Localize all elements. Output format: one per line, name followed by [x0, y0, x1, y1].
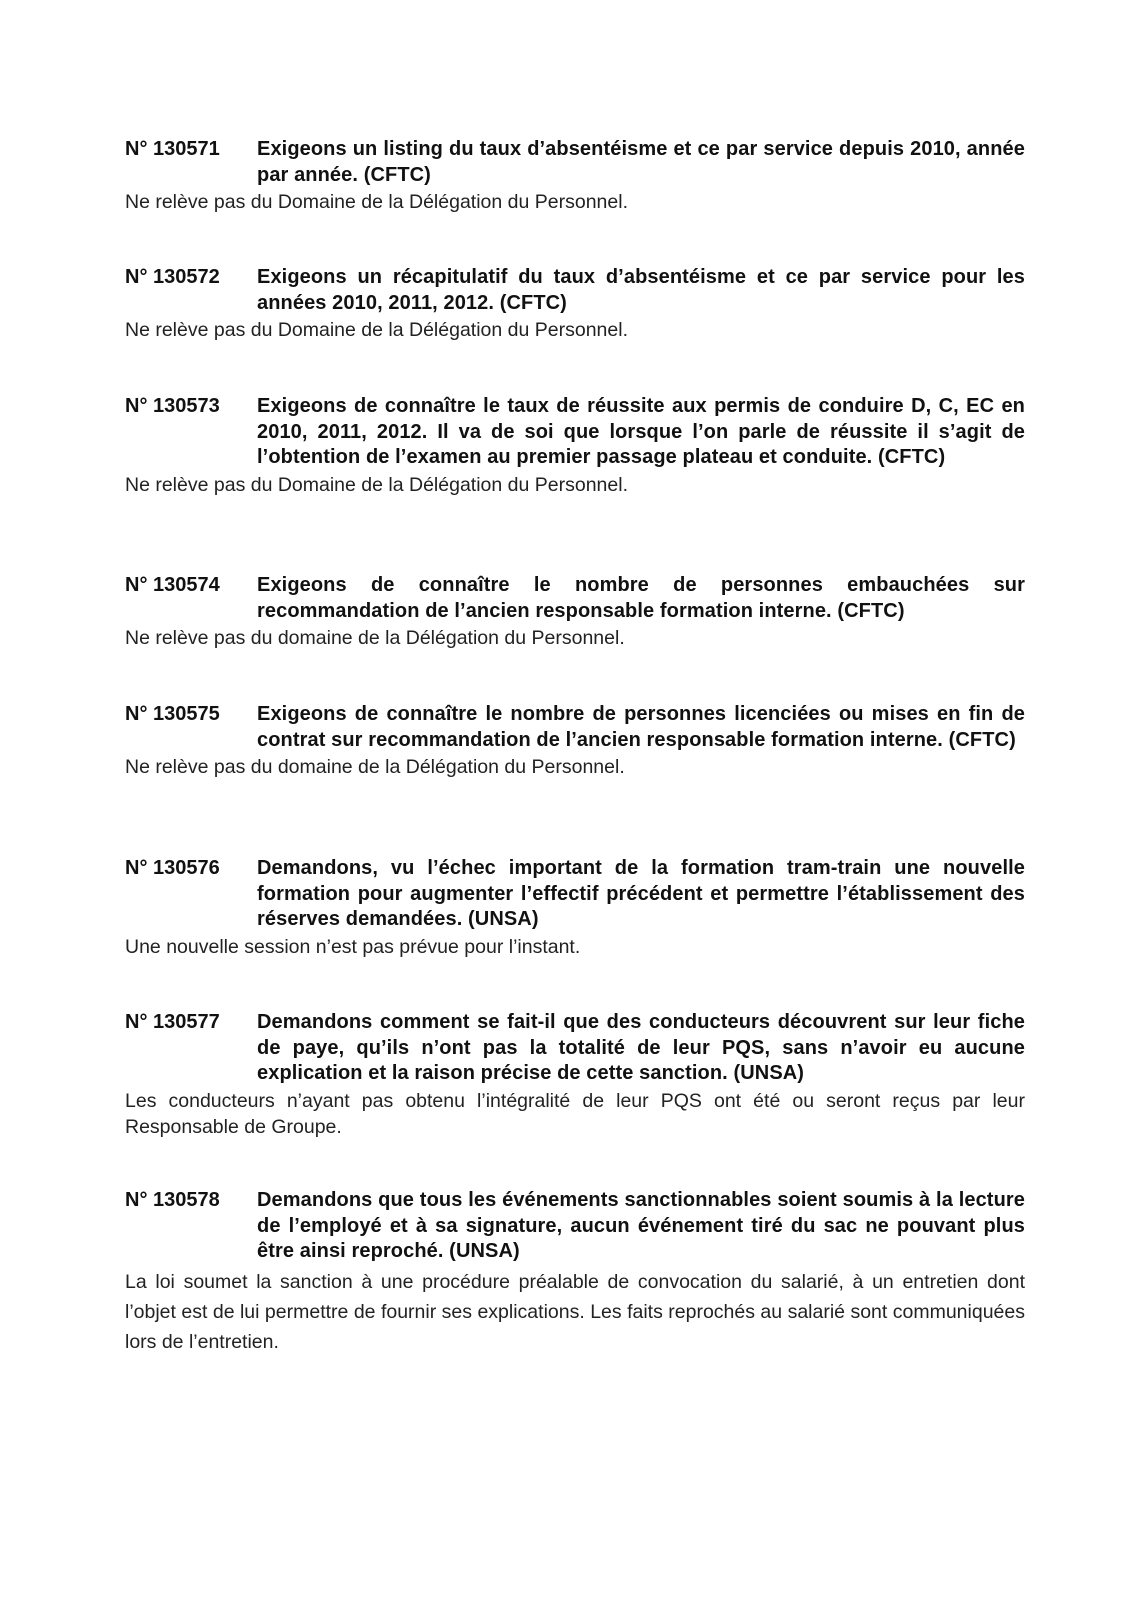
entry-heading — [125, 1010, 1025, 1087]
entry-number: N° 130575 — [125, 703, 220, 725]
entry-130578 — [125, 1188, 1025, 1357]
entry-question: Demandons comment se fait-il que des conducteurs découvrent sur leur fiche de paye, qu’ils n’ont pas la totalité de leur PQS, sans n’avoir eu aucune explication et la raison précise de cette sanction. (UNSA) — [257, 1011, 1025, 1084]
entry-answer: Ne relève pas du Domaine de la Délégation du Personnel. — [125, 319, 628, 341]
entry-number: N° 130572 — [125, 266, 220, 288]
entry-number: N° 130573 — [125, 395, 220, 417]
entry-heading — [125, 573, 1025, 624]
entry-heading — [125, 856, 1025, 933]
entry-number: N° 130576 — [125, 857, 220, 879]
entry-question: Exigeons un listing du taux d’absentéisme et ce par service depuis 2010, année par année. (CFTC) — [257, 138, 1025, 186]
entry-130572 — [125, 265, 1025, 343]
entry-answer: Ne relève pas du Domaine de la Délégation du Personnel. — [125, 473, 628, 496]
entry-130576 — [125, 856, 1025, 960]
entry-130573 — [125, 394, 1025, 498]
entry-question: Demandons que tous les événements sanctionnables soient soumis à la lecture de l’employé et à sa signature, aucun événement tiré du sac ne pouvant plus être ainsi reproché. (UNSA) — [257, 1189, 1025, 1262]
entry-answer: Ne relève pas du Domaine de la Délégation du Personnel. — [125, 191, 628, 213]
entry-heading — [125, 394, 1025, 471]
entry-question: Exigeons de connaître le nombre de personnes licenciées ou mises en fin de contrat sur recommandation de l’ancien responsable formation interne. (CFTC) — [257, 703, 1025, 751]
entry-question: Exigeons de connaître le nombre de personnes embauchées sur recommandation de l’ancien responsable formation interne. (CFTC) — [257, 574, 1025, 622]
entry-heading — [125, 265, 1025, 316]
entry-answer: Les conducteurs n’ayant pas obtenu l’intégralité de leur PQS ont été ou seront reçus par leur Responsable de Groupe. — [125, 1089, 1025, 1138]
entry-heading — [125, 137, 1025, 188]
entry-130577 — [125, 1010, 1025, 1140]
entry-question: Exigeons de connaître le taux de réussite aux permis de conduire D, C, EC en 2010, 2011, 2012. Il va de soi que lorsque l’on parle de réussite il s’agit de l’obtention de l’examen au premier passage plateau et conduite. (CFTC) — [257, 395, 1025, 468]
entry-answer: Une nouvelle session n’est pas prévue pour l’instant. — [125, 935, 581, 958]
entry-question: Demandons, vu l’échec important de la formation tram-train une nouvelle formation pour augmenter l’effectif précédent et permettre l’établissement des réserves demandées. (UNSA) — [257, 857, 1025, 930]
entry-130571 — [125, 137, 1025, 215]
entry-answer: La loi soumet la sanction à une procédure préalable de convocation du salarié, à un entretien dont l’objet est de lui permettre de fournir ses explications. Les faits reprochés au salarié sont communiquées lors de l’entretien. — [125, 1270, 1025, 1353]
entry-number: N° 130574 — [125, 574, 220, 596]
entry-130574 — [125, 573, 1025, 651]
entry-heading — [125, 702, 1025, 753]
entry-number: N° 130578 — [125, 1189, 220, 1211]
entry-number: N° 130571 — [125, 138, 220, 160]
entry-answer: Ne relève pas du domaine de la Délégation du Personnel. — [125, 627, 625, 649]
entry-number: N° 130577 — [125, 1011, 220, 1033]
entry-130575 — [125, 702, 1025, 780]
entry-heading — [125, 1188, 1025, 1265]
entry-question: Exigeons un récapitulatif du taux d’absentéisme et ce par service pour les années 2010, 2011, 2012. (CFTC) — [257, 266, 1025, 314]
entry-answer: Ne relève pas du domaine de la Délégation du Personnel. — [125, 756, 625, 778]
